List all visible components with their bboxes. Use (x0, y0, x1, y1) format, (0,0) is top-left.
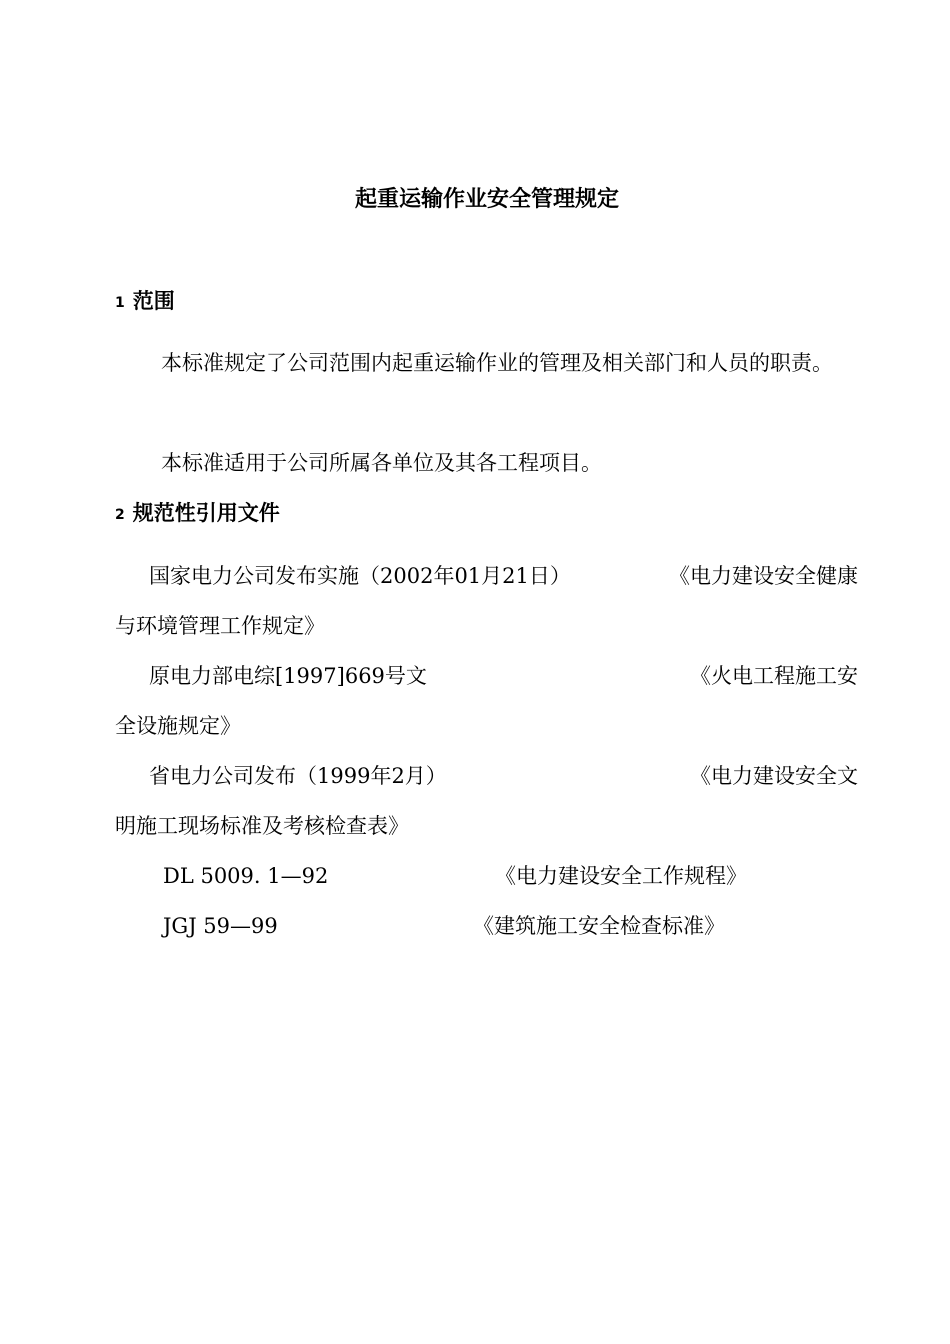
section-title: 规范性引用文件 (132, 501, 280, 525)
reference-title: 《电力建设安全健康 (669, 564, 858, 588)
section-number: 2 (115, 507, 125, 523)
section-heading-scope (115, 286, 175, 318)
scope-paragraph-2: 本标准适用于公司所属各单位及其各工程项目。 (161, 451, 602, 475)
scope-paragraph-1: 本标准规定了公司范围内起重运输作业的管理及相关部门和人员的职责。 (161, 351, 833, 375)
section-heading-references (115, 498, 280, 530)
section-number: 1 (115, 295, 125, 311)
document-title: 起重运输作业安全管理规定 (354, 187, 619, 212)
reference-source: 省电力公司发布（1999年2月） (149, 764, 447, 788)
standard-title: 《建筑施工安全检查标准》 (473, 914, 725, 938)
reference-title-continued: 全设施规定》 (115, 714, 241, 738)
reference-source: 原电力部电综[1997]669号文 (149, 664, 427, 688)
reference-title: 《火电工程施工安 (690, 664, 858, 688)
reference-title-continued: 与环境管理工作规定》 (115, 614, 325, 638)
standard-title: 《电力建设安全工作规程》 (495, 864, 747, 888)
standard-code: DL 5009. 1—92 (163, 864, 329, 888)
reference-title-continued: 明施工现场标准及考核检查表》 (115, 814, 409, 838)
standard-code: JGJ 59—99 (163, 914, 278, 938)
section-title: 范围 (132, 289, 175, 313)
reference-source: 国家电力公司发布实施（2002年01月21日） (149, 564, 571, 588)
reference-title: 《电力建设安全文 (690, 764, 858, 788)
